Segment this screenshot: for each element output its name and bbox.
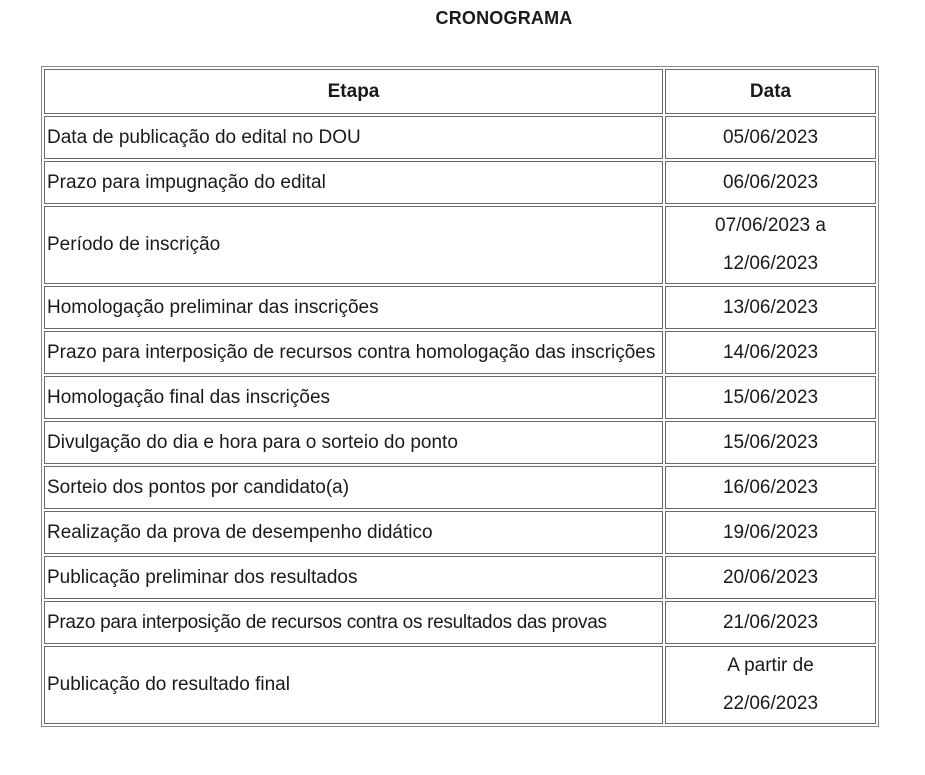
table-row (44, 646, 876, 724)
row-data: 21/06/2023 (665, 601, 876, 644)
table-header-row (44, 69, 876, 114)
table-row (44, 466, 876, 509)
row-etapa: Prazo para impugnação do edital (44, 161, 663, 204)
row-data: 20/06/2023 (665, 556, 876, 599)
row-data: 06/06/2023 (665, 161, 876, 204)
row-etapa: Divulgação do dia e hora para o sorteio do ponto (44, 421, 663, 464)
row-etapa: Realização da prova de desempenho didático (44, 511, 663, 554)
table-row (44, 376, 876, 419)
header-etapa: Etapa (44, 69, 663, 114)
header-data: Data (665, 69, 876, 114)
table-row (44, 206, 876, 284)
schedule-table-wrapper (41, 66, 879, 727)
row-data: 05/06/2023 (665, 116, 876, 159)
row-etapa: Período de inscrição (44, 206, 663, 284)
table-row (44, 421, 876, 464)
row-etapa: Publicação preliminar dos resultados (44, 556, 663, 599)
row-etapa: Prazo para interposição de recursos contra homologação das inscrições (44, 331, 663, 374)
row-data: A partir de 22/06/2023 (665, 646, 876, 724)
table-row (44, 511, 876, 554)
row-data: 15/06/2023 (665, 421, 876, 464)
row-data: 19/06/2023 (665, 511, 876, 554)
row-etapa: Publicação do resultado final (44, 646, 663, 724)
row-etapa: Homologação preliminar das inscrições (44, 286, 663, 329)
table-row (44, 601, 876, 644)
row-data: 14/06/2023 (665, 331, 876, 374)
row-data: 07/06/2023 a 12/06/2023 (665, 206, 876, 284)
table-row (44, 556, 876, 599)
row-etapa: Data de publicação do edital no DOU (44, 116, 663, 159)
row-data: 15/06/2023 (665, 376, 876, 419)
table-row (44, 161, 876, 204)
row-data: 16/06/2023 (665, 466, 876, 509)
table-row (44, 116, 876, 159)
table-row (44, 286, 876, 329)
row-data: 13/06/2023 (665, 286, 876, 329)
schedule-table (42, 67, 878, 726)
page-title: CRONOGRAMA (435, 8, 573, 28)
table-row (44, 331, 876, 374)
row-etapa: Homologação final das inscrições (44, 376, 663, 419)
row-etapa: Sorteio dos pontos por candidato(a) (44, 466, 663, 509)
row-etapa: Prazo para interposição de recursos contra os resultados das provas (44, 601, 663, 644)
